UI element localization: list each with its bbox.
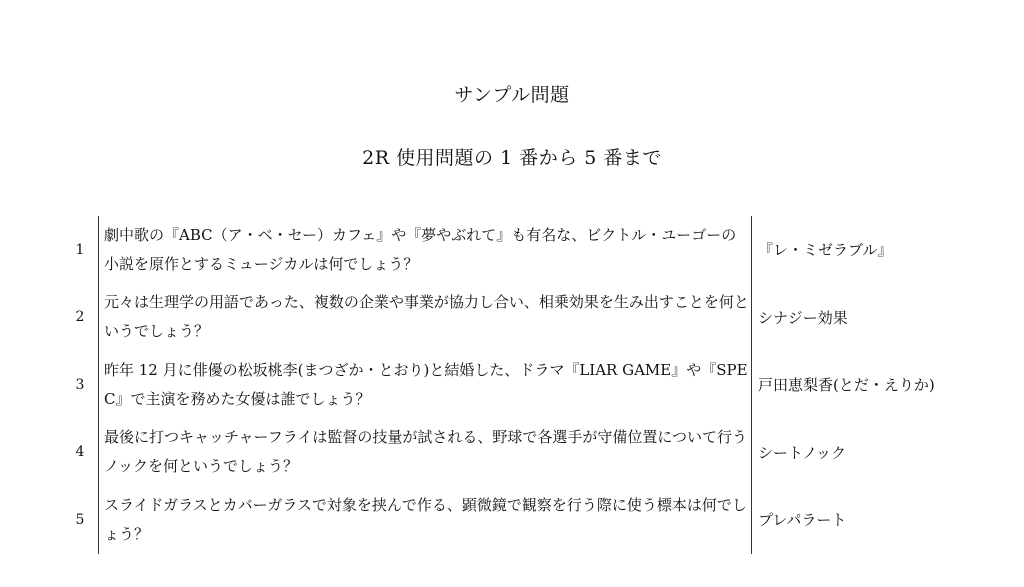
page-title: サンプル問題 bbox=[454, 84, 570, 106]
answer-text: シナジー効果 bbox=[758, 308, 848, 327]
question-number: 3 bbox=[62, 351, 99, 419]
question-text: 劇中歌の『ABC（ア・ベ・セー）カフェ』や『夢やぶれて』も有名な、ビクトル・ユーゴーの小説を原作とするミュージカルは何でしょう？ bbox=[99, 216, 752, 284]
question-number: 2 bbox=[62, 284, 99, 352]
question-text: 昨年 12 月に俳優の松坂桃李(まつざか・とおり)と結婚した、ドラマ『LIAR GAME』や『SPEC』で主演を務めた女優は誰でしょう？ bbox=[99, 351, 752, 419]
table-row bbox=[62, 351, 962, 419]
question-number: 5 bbox=[62, 486, 99, 554]
table-row bbox=[62, 216, 962, 284]
question-text: 元々は生理学の用語であった、複数の企業や事業が協力し合い、相乗効果を生み出すことを何というでしょう？ bbox=[99, 284, 752, 352]
question-number: 4 bbox=[62, 419, 99, 487]
answer-text: シートノック bbox=[758, 443, 847, 462]
table-row bbox=[62, 486, 962, 554]
table-row bbox=[62, 419, 962, 487]
page-subtitle: 2R 使用問題の 1 番から 5 番まで bbox=[362, 147, 662, 169]
question-text: 最後に打つキャッチャーフライは監督の技量が試される、野球で各選手が守備位置について行うノックを何というでしょう？ bbox=[99, 419, 752, 487]
question-text: スライドガラスとカバーガラスで対象を挟んで作る、顕微鏡で観察を行う際に使う標本は何でしょう？ bbox=[99, 486, 752, 554]
answer-text: 戸田恵梨香(とだ・えりか) bbox=[758, 376, 935, 395]
table-row bbox=[62, 284, 962, 352]
answer-text: 『レ・ミゼラブル』 bbox=[758, 241, 893, 260]
question-number: 1 bbox=[62, 216, 99, 284]
question-table bbox=[62, 216, 962, 554]
answer-text: プレパラート bbox=[758, 511, 847, 530]
